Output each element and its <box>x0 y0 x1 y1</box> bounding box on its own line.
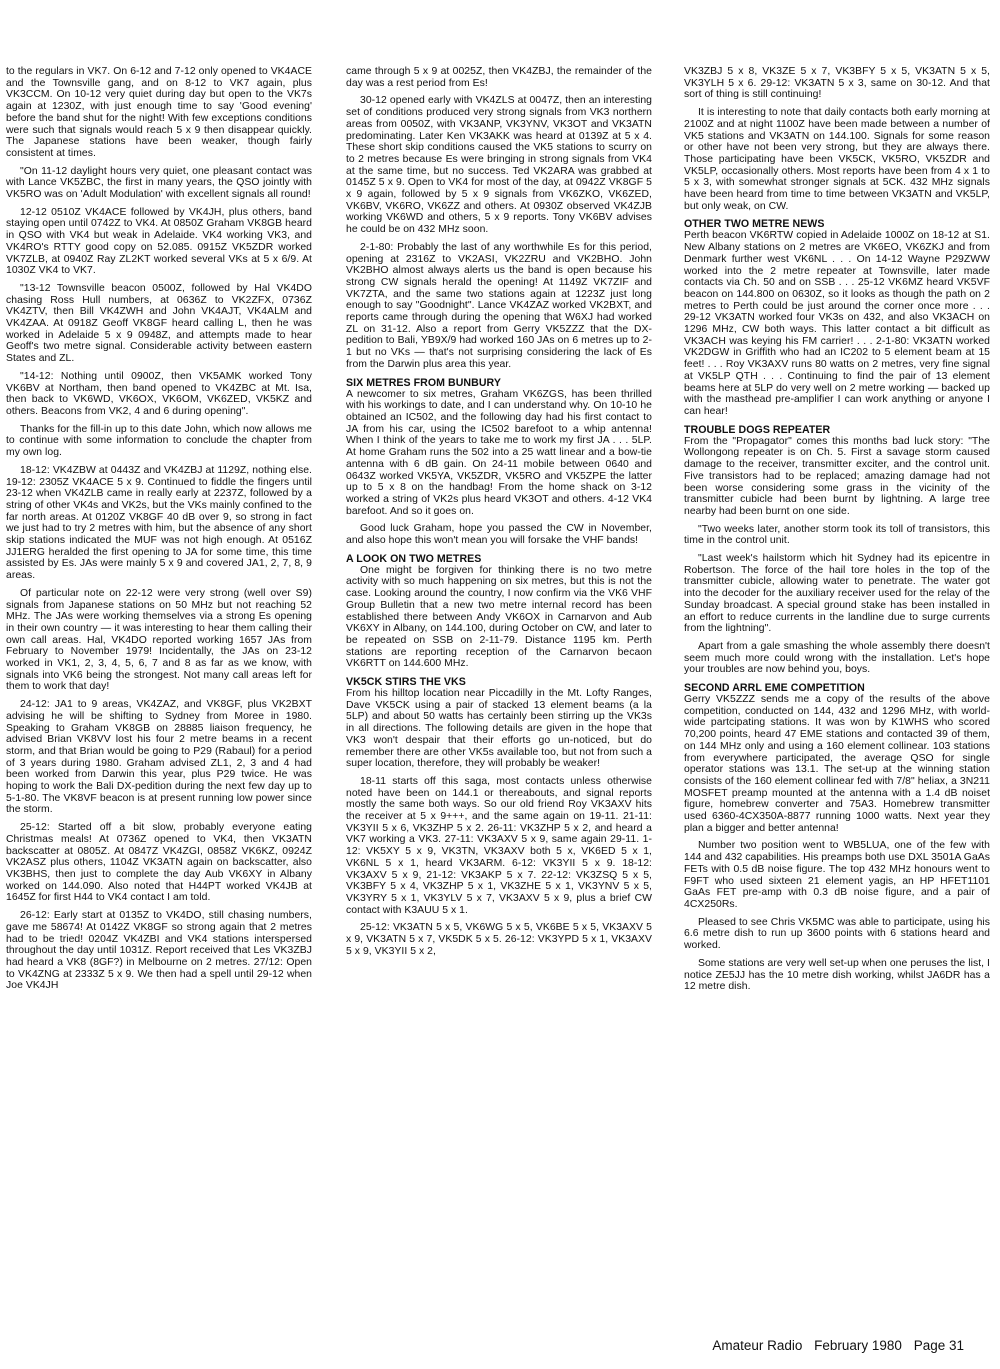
paragraph: VK3ZBJ 5 x 8, VK3ZE 5 x 7, VK3BFY 5 x 5, VK3ATN 5 x 5, VK3YLH 5 x 6. 29-12: VK3ATN 5 x 3, same on 30-12. And that sort of thing is still continuing! <box>684 66 990 101</box>
paragraph: to the regulars in VK7. On 6-12 and 7-12 only opened to VK4ACE and the Townsville gang, and on 8-12 to VK7 again, plus VK3CCM. On 10-12 very quiet during day but open to the VK7s again at 1230Z, with just enough time to say 'Good evening' before the band shut for the night! With few exceptions conditions were such that signals would reach 5 x 9 then disappear quickly. The Japanese stations have been weaker, though fairly consistent at times. <box>6 66 312 159</box>
paragraph: "Two weeks later, another storm took its toll of transistors, this time in the control unit. <box>684 523 990 547</box>
paragraph: Gerry VK5ZZZ sends me a copy of the results of the above competition, conducted on 144, 432 and 1296 MHz, with world-wide partcipating stations. It was won by K1WHS who scored 70,200 points, heard 47 EME stations and contacted 39 of them, on 144 MHz only and using a 160 element collinear. 103 stations from everywhere participated, the average QSO for single operator stations was 13.1. The set-up at the winning station consists of the 160 element collinear fed with 7/8" heliax, a 3N211 MOSFET preamp mounted at the antenna with a 1.4 dB noiset figure, homebrew converter and 75A3. Homebrew transmitter used 6360-4CX350A-8877 running 1000 watts. Next year they plan a bigger and better antenna! <box>684 694 990 834</box>
footer-issue: February 1980 <box>814 1338 902 1353</box>
column-1 <box>6 66 312 998</box>
section-heading: TROUBLE DOGS REPEATER <box>684 423 831 436</box>
section-heading: SIX METRES FROM BUNBURY <box>346 376 501 389</box>
paragraph: 26-12: Early start at 0135Z to VK4DO, still chasing numbers, gave me 58674! At 0142Z VK8GF so strong again that 2 metres had to be tried! 0204Z VK4ZBI and VK4 stations interspersed throughout the day until 1031Z. Report received that Les VK3ZBJ had heard a VK8 (8GF?) in Melbourne on 2 metres. 27/12: Open to VK4ZNG at 2333Z 5 x 9. We then had a spell until 29-12 when Joe VK4JH <box>6 910 312 992</box>
paragraph: Of particular note on 22-12 were very strong (well over S9) signals from Japanese stations on 50 MHz but not reaching 52 MHz. The JAs were working themselves via a strong Es opening in their own country — it was interesting to hear them calling their own call areas. Hal, VK4DO reported working 1657 JAs from February to November 1979! Incidentally, the JAs on 23-12 worked in VK1, 2, 3, 4, 5, 6, 7 and 8 as far as we know, with signals into VK6 being the strongest. Not many call areas left for them to work that day! <box>6 587 312 693</box>
paragraph: 2-1-80: Probably the last of any worthwhile Es for this period, opening at 2316Z to VK2ASI, VK2ZRU and VK2BHO. John VK2BHO almost always alerts us the band is open because his strong CW signals herald the opening! At 1149Z VK7ZIF and VK7ZTA, and the same two stations again at 1223Z just long enough to say "Goodnight". Lance VK4ZAZ worked VK2BXT, and reports came through during the opening that W6XJ had worked ZL on 31-12. Also a report from Gerry VK5ZZZ that the DX-pedition to Bali, YB9X/9 had worked 160 JAs on 6 metres up to 2-1 but no VKs — that's not surprising considering the lack of Es from the Darwin plus area this year. <box>346 241 652 370</box>
paragraph: "Last week's hailstorm which hit Sydney had its epicentre in Robertson. The force of the hail tore holes in the top of the transmitter cubicle, allowing water to penetrate. The water got into the decoder for the auxiliary receiver used for the relay of the Sunday broadcast. A special ground stake has been installed in an effort to reduce currents in the landline due to surge currents from the lightning". <box>684 553 990 635</box>
paragraph: Good luck Graham, hope you passed the CW in November, and also hope this won't mean you will forsake the VHF bands! <box>346 523 652 547</box>
paragraph: "13-12 Townsville beacon 0500Z, followed by Hal VK4DO chasing Ross Hull numbers, at 0636Z to VK2ZFX, 0736Z VK4ZTV, then Bill VK4ZWH and John VK4AJT, VK4ALM and VK4ZAA. At 0918Z Geoff VK8GF heard calling L, then he was worked in Adelaide 5 x 9 0948Z, and attempts made to hear Geoff's two metre signal. Considerable activity between eastern States and ZL. <box>6 282 312 365</box>
page-footer <box>704 1338 964 1353</box>
paragraph: Apart from a gale smashing the whole assembly there doesn't seem much more could wrong with the installation. Let's hope your troubles are now behind you, boys. <box>684 640 990 676</box>
paragraph: 30-12 opened early with VK4ZLS at 0047Z, then an interesting set of conditions produced very strong signals from VK3 northern areas from 0050Z, with VK3ANP, VK3YNV, VK3OT and VK3ATN predominating. Later Ken VK3AKK was heard at 0139Z at 5 x 4. These short skip conditions caused the VK5 stations to scurry on to 2 metres because Es were bringing in strong signals from VK4 at the same time, but no success. Ted VK2ARA was grabbed at 0145Z 5 x 9. Open to VK4 for most of the day, at 0942Z VK8GF 5 x 9 again, followed by 5 x 9 signals from VK6ZKO, VK6ZED, VK6BV, VK6RO, VK6ZZ and others. At 0930Z observed VK4ZJB working VK6WD and others, 5 x 9 reports. Tony VK6BV advises he could be on 432 MHz soon. <box>346 95 652 236</box>
paragraph: came through 5 x 9 at 0025Z, then VK4ZBJ, the remainder of the day was a rest period from Es! <box>346 66 652 89</box>
paragraph: 12-12 0510Z VK4ACE followed by VK4JH, plus others, band staying open until 0742Z to VK4. At 0850Z Graham VK8GB heard in QSO with VK4 but weak in Adelaide. VK4 working VK3, and VK4RO's RTTY good copy on 52.085. 0915Z VK5ZDR worked VK7ZLB, at 0940Z Ray ZL2KT worked several VKs at 5 x 6/9. At 1030Z VK4 to VK7. <box>6 206 312 277</box>
column-2 <box>346 66 652 964</box>
paragraph: Perth beacon VK6RTW copied in Adelaide 1000Z on 18-12 at S1. New Albany stations on 2 metres are VK6EO, VK6ZKJ and from Denmark further west VK6NL . . . On 14-12 Wayne P29ZWW worked into the 2 metre repeater at Townsville, later made contacts via Ch. 50 and on SSB . . . 25-12 VK6MZ heard VK5VF beacon on 144.800 on 0630Z, so it looks as though the path on 2 metres to Perth could be just around the corner once more . . . 29-12 VK3ATN worked four VK3s on 432, and also VK3ACH on 1296 MHz, CW both ways. This latter contact a bit difficult as VK3ACH was keying his FM carrier! . . . 2-1-80: VK3ATN worked VK2DGW in Griffith who had an IC202 to 5 element beam at 15 feet! . . . Roy VK3AXV runs 80 watts on 2 metres, very fine signal at VK5LP QTH . . . Continuing to find the pair of 13 element beams here at 5LP do very well on 2 metre working — backed up with the masthead pre-amplifier I can work anything or anyone I can hear! <box>684 230 990 417</box>
section-heading: A LOOK ON TWO METRES <box>346 552 482 565</box>
paragraph: From the "Propagator" comes this months bad luck story: "The Wollongong repeater is on Ch. 5. First a savage storm caused damage to the receiver, transmitter exciter, and the control unit. Five transistors had to be replaced; amazing damage had not been worse considering some grass in the vicinity of the transmitter cubicle had been burnt by lightning. A large tree nearby had been burnt on one side. <box>684 435 990 517</box>
paragraph: One might be forgiven for thinking there is no two metre activity with so much happening on six metres, but this is not the case. Looking around the country, I now confirm via the VK6 VHF Group Bulletin that a new two metre internal record has been established there between Andy VK6OX in Carnarvon and Aub VK6XY in Albany, on 144.100, during October on CW, and later to be repeated on SSB on 2-11-79. Distance 1195 km. Perth stations are reporting reception of the Carnarvon becaon VK6RTT on 144.600 MHz. <box>346 564 652 670</box>
paragraph: Number two position went to WB5LUA, one of the few with 144 and 432 capabilities. His preamps both use DXL 3501A GaAs FETs with 0.5 dB noise figure. The top 432 MHz honours went to F9FT who used sixteen 21 element yagis, an HP HFET1101 GaAs FET pre-amp with 0.3 dB noise figure, and a pair of 4CX250Rs. <box>684 840 990 910</box>
paragraph: 18-11 starts off this saga, most contacts unless otherwise noted have been on 144.1 or thereabouts, and signal reports mostly the same both ways. So our old friend Roy VK3AXV hits the receiver at 5 x 9+++, and the same again on 19-11. 21-11: VK3YII 5 x 6, VK3ZHP 5 x 2. 26-11: VK3ZHP 5 x 2, and heard a VK7 working a VK3. 27-11: VK3AXV 5 x 9, same again 29-11. 1-12: VK5XY 5 x 9, VK3TN, VK3AXV both 5 x, VK6ED 5 x 1, VK6NL 5 x 1, heard VK3ARM. 6-12: VK3YII 5 x 9. 18-12: VK3AXV 5 x 9, 21-12: VK3AKP 5 x 7. 22-12: VK3ZSQ 5 x 5, VK3BFY 5 x 4, VK3ZHP 5 x 1, VK3ZHE 5 x 1, VK3YNV 5 x 5, VK3YRY 5 x 1, VK3YLV 5 x 7, VK3AXV 5 x 9, plus a brief CW contact with K3AUU 5 x 1. <box>346 775 652 916</box>
section-heading: SECOND ARRL EME COMPETITION <box>684 682 865 695</box>
paragraph: 25-12: VK3ATN 5 x 5, VK6WG 5 x 5, VK6BE 5 x 5, VK3AXV 5 x 9, VK3ATN 5 x 7, VK5DK 5 x 5. 26-12: VK3YPD 5 x 1, VK3AXV 5 x 9, VK3YII 5 x 2, <box>346 922 652 957</box>
paragraph: It is interesting to note that daily contacts both early morning at 2100Z and at night 1100Z have been made between a number of VK5 stations and VK3ATN on 144.100. Signals for some reason or other have not been very strong, but they are always there. Those participating have been VK5CK, VK5RO, VK5ZDR and VK5LP, occasionally others. Most reports have been from 4 x 1 to 5 x 3, with somewhat stronger signals at 5CK. 432 MHz signals have been heard from time to time between VK3ATN and VK5LP, but only weak, on CW. <box>684 107 990 212</box>
paragraph: Pleased to see Chris VK5MC was able to participate, using his 6.6 metre dish to run up 3600 points with 6 stations heard and worked. <box>684 916 990 952</box>
paragraph: "On 11-12 daylight hours very quiet, one pleasant contact was with Lance VK5ZBC, the first in many years, the QSO jointly with VK5RO was on 'Adult Modulation' with excellent signals all round! <box>6 165 312 201</box>
section-heading: VK5CK STIRS THE VKS <box>346 676 466 689</box>
paragraph: "14-12: Nothing until 0900Z, then VK5AMK worked Tony VK6BV at Northam, then band opened to VK4ZBC at Mt. Isa, then back to VK6WD, VK6OX, VK6OM, VK6ZED, VK5KZ and others. Beacons from VK2, 4 and 6 during opening". <box>6 370 312 417</box>
footer-publication: Amateur Radio <box>712 1338 803 1353</box>
paragraph: A newcomer to six metres, Graham VK6ZGS, has been thrilled with his workings to date, and I can understand why. On 10-10 he obtained an IC502, and the following day had his first contact to JA from his car, using the IC502 barefoot to a whip antenna! When I think of the years to take me to work my first JA . . . 5LP. At home Graham runs the 502 into a 25 watt linear and a bow-tie antenna with 6 dB gain. On 24-11 mobile between 0640 and 0643Z worked VK5YA, VK5ZDR, VK5RO and VK5ZPE the latter up to 5 x 8 on the handbag! From the home shack on 3-12 worked a string of VK2s plus heard VK3OT and others. 4-12 VK4 barefoot. And so it goes on. <box>346 388 652 517</box>
footer-page-number: Page 31 <box>913 1338 964 1353</box>
paragraph: Some stations are very well set-up when one peruses the list, I notice ZE5JJ has the 10 metre dish working, whilst JA6DR has a 12 metre dish. <box>684 957 990 993</box>
paragraph: From his hilltop location near Piccadilly in the Mt. Lofty Ranges, Dave VK5CK using a pair of stacked 13 element beams (a la 5LP) and about 50 watts has certainly been stirring up the VK3s in all directions. The following details are given in the hope that VK3 won't despair that their efforts go un-noticed, but do remember there are other VK5s available too, but not from such a super location, therefore, they will probably be weaker! <box>346 688 652 770</box>
paragraph: 25-12: Started off a bit slow, probably everyone eating Christmas meals! At 0736Z opened to VK4, then VK3ATN backscatter at 0805Z. At 0847Z VK4ZGI, 0858Z VK6KZ, 0924Z VK2ASZ plus others, 1104Z VK3ATN again on backscatter, also VK3BHS, then just to complete the day Aub VK6XY in Albany worked on 144.090. Also noted that H44PT worked VK4JB at 1645Z for first H44 to VK4 contact I am told. <box>6 822 312 904</box>
section-heading: OTHER TWO METRE NEWS <box>684 218 825 231</box>
paragraph: 18-12: VK4ZBW at 0443Z and VK4ZBJ at 1129Z, nothing else. 19-12: 2305Z VK4ACE 5 x 9. Continued to fiddle the fingers until 23-12 when VK4ZLB came in really early at 2237Z, followed by a string of other VK4s and VK2s, but the VKs mainly confined to the far north areas. At 0120Z VK8GF 40 dB over 9, so strong in fact we just had to try 2 metres with him, but the absence of any short skip stations indicated the MUF was not high enough. At 0516Z JJ1ERG heralded the first opening to JA for some time, this time assisted by Es. JAs were mainly 5 x 9 and covered JA1, 2, 7, 8, 9 areas. <box>6 464 312 582</box>
column-3 <box>684 66 990 999</box>
paragraph: 24-12: JA1 to 9 areas, VK4ZAZ, and VK8GF, plus VK2BXT advising he will be shifting to Sydney from Moree in 1980. Speaking to Graham VK8GB on 28885 liaison frequency, he advised Brian VK8VV lost his four 2 metre beams in a recent storm, and that Brian would be going to P29 (Rabaul) for a period of 3 years during 1980. Graham advised ZL1, 2, 3 and 4 had been worked from Darwin this year, plus P29 twice. He was hoping to work the Bali DX-pedition during the next few day up to 5-1-80. The VK8VF beacon is at present running low power since the storm. <box>6 699 312 816</box>
paragraph: Thanks for the fill-in up to this date John, which now allows me to continue with some information to conclude the chapter from my own log. <box>6 423 312 459</box>
